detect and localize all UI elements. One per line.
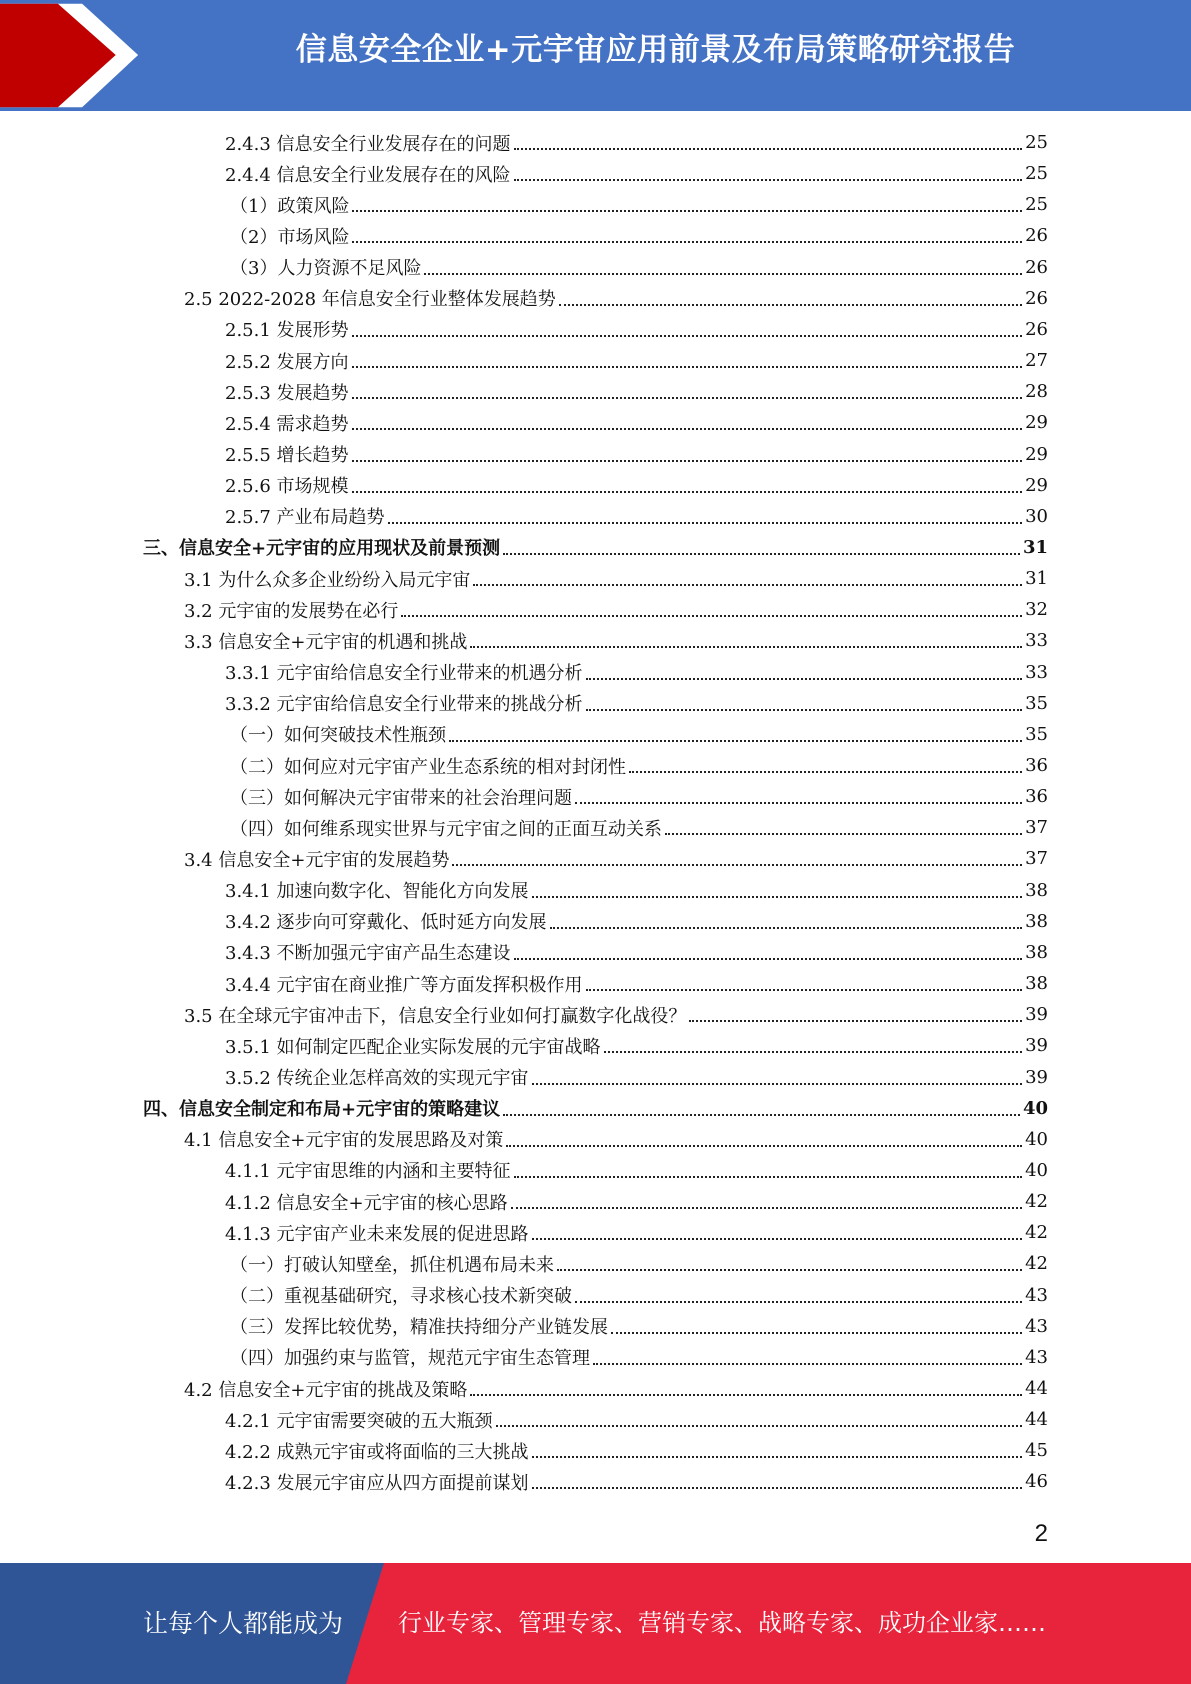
toc-entry[interactable] [225, 501, 1048, 532]
toc-entry[interactable] [230, 189, 1048, 220]
toc-dot-leader [532, 1486, 1023, 1489]
toc-dot-leader [586, 988, 1023, 991]
toc-entry[interactable] [143, 532, 1048, 563]
toc-entry-page: 44 [1025, 1378, 1048, 1399]
toc-dot-leader [593, 1362, 1022, 1365]
toc-dot-leader [449, 739, 1022, 742]
toc-entry-label: 4.2.3 发展元宇宙应从四方面提前谋划 [225, 1472, 529, 1494]
toc-entry-label: 3.4.3 不断加强元宇宙产品生态建设 [225, 943, 511, 965]
toc-entry-label: 3.2 元宇宙的发展势在必行 [184, 600, 399, 622]
toc-entry[interactable] [230, 1342, 1048, 1373]
toc-entry-label: 2.5.2 发展方向 [225, 351, 349, 373]
toc-entry[interactable] [225, 1186, 1048, 1217]
toc-entry[interactable] [225, 906, 1048, 937]
toc-dot-leader [388, 521, 1023, 524]
toc-dot-leader [352, 334, 1023, 337]
header-arrow-decoration [0, 0, 140, 111]
toc-entry-label: 2.4.4 信息安全行业发展存在的风险 [225, 164, 511, 186]
toc-entry-label: 3.3 信息安全+元宇宙的机遇和挑战 [184, 631, 468, 653]
toc-entry-page: 36 [1025, 755, 1048, 776]
toc-entry-label: （一）如何突破技术性瓶颈 [230, 725, 446, 747]
toc-entry[interactable] [225, 314, 1048, 345]
toc-entry-page: 40 [1025, 1128, 1048, 1150]
toc-entry[interactable] [184, 563, 1048, 594]
toc-entry[interactable] [225, 407, 1048, 438]
toc-entry-page: 45 [1025, 1440, 1048, 1462]
toc-dot-leader [514, 957, 1023, 960]
toc-entry[interactable] [143, 1093, 1048, 1124]
toc-dot-leader [424, 272, 1022, 275]
toc-dot-leader [575, 801, 1022, 804]
toc-entry-page: 40 [1025, 1159, 1048, 1181]
toc-entry-label: 4.2.2 成熟元宇宙或将面临的三大挑战 [225, 1441, 529, 1463]
toc-dot-leader [514, 1175, 1023, 1178]
toc-entry-page: 33 [1025, 630, 1048, 652]
toc-entry-page: 37 [1025, 848, 1048, 870]
toc-entry-label: 4.2 信息安全+元宇宙的挑战及策略 [184, 1379, 468, 1401]
toc-dot-leader [586, 708, 1023, 711]
toc-entry-label: 2.5.6 市场规模 [225, 476, 349, 498]
toc-entry[interactable] [225, 875, 1048, 906]
toc-entry[interactable] [230, 719, 1048, 750]
toc-entry[interactable] [230, 252, 1048, 283]
toc-entry-label: 3.5.1 如何制定匹配企业实际发展的元宇宙战略 [225, 1036, 601, 1058]
footer-slogan-right: 行业专家、管理专家、营销专家、战略专家、成功企业家…… [398, 1609, 1046, 1637]
toc-entry-label: （二）重视基础研究，寻求核心技术新突破 [230, 1286, 572, 1308]
toc-dot-leader [352, 396, 1023, 399]
toc-entry[interactable] [225, 376, 1048, 407]
toc-entry-page: 42 [1025, 1191, 1048, 1213]
toc-dot-leader [511, 1206, 1022, 1209]
toc-entry-label: 2.5.7 产业布局趋势 [225, 507, 385, 529]
toc-entry-label: 4.1.3 元宇宙产业未来发展的促进思路 [225, 1223, 529, 1245]
toc-entry[interactable] [225, 127, 1048, 158]
page-number: 2 [1034, 1520, 1048, 1547]
toc-entry-label: （2）市场风险 [230, 226, 350, 248]
toc-entry[interactable] [184, 594, 1048, 625]
toc-entry-page: 29 [1025, 474, 1048, 496]
toc-entry-label: 3.4.1 加速向数字化、智能化方向发展 [225, 881, 529, 903]
toc-entry-label: （1）政策风险 [230, 195, 350, 217]
toc-dot-leader [401, 614, 1022, 617]
report-title: 信息安全企业+元宇宙应用前景及布局策略研究报告 [295, 32, 1016, 68]
toc-entry-label: 3.3.2 元宇宙给信息安全行业带来的挑战分析 [225, 694, 583, 716]
toc-entry-page: 39 [1025, 1066, 1048, 1088]
toc-entry-label: （四）如何维系现实世界与元宇宙之间的正面互动关系 [230, 818, 662, 840]
toc-entry-label: 4.2.1 元宇宙需要突破的五大瓶颈 [225, 1410, 493, 1432]
toc-entry-page: 28 [1025, 381, 1048, 403]
toc-entry-label: 4.1 信息安全+元宇宙的发展思路及对策 [184, 1130, 504, 1152]
toc-entry-page: 37 [1025, 817, 1048, 839]
toc-entry[interactable] [184, 843, 1048, 874]
toc-entry-page: 46 [1025, 1471, 1048, 1493]
toc-entry[interactable] [230, 1311, 1048, 1342]
toc-entry-label: 4.1.2 信息安全+元宇宙的核心思路 [225, 1192, 508, 1214]
toc-dot-leader [352, 240, 1022, 243]
toc-entry[interactable] [230, 1248, 1048, 1279]
toc-dot-leader [352, 427, 1023, 430]
toc-entry-label: 2.4.3 信息安全行业发展存在的问题 [225, 133, 511, 155]
toc-entry-label: 2.5.1 发展形势 [225, 320, 349, 342]
toc-entry-page: 43 [1025, 1284, 1048, 1306]
toc-dot-leader [604, 1050, 1023, 1053]
toc-entry-page: 31 [1025, 568, 1048, 590]
toc-entry[interactable] [225, 1404, 1048, 1435]
toc-dot-leader [586, 677, 1023, 680]
toc-entry-label: 3.3.1 元宇宙给信息安全行业带来的机遇分析 [225, 663, 583, 685]
toc-entry-page: 25 [1025, 194, 1048, 216]
toc-entry-page: 36 [1025, 786, 1048, 808]
toc-entry[interactable] [230, 750, 1048, 781]
toc-entry[interactable] [225, 345, 1048, 376]
toc-dot-leader [532, 1082, 1023, 1085]
toc-dot-leader [514, 178, 1023, 181]
toc-entry[interactable] [225, 688, 1048, 719]
toc-entry-page: 39 [1025, 1004, 1048, 1026]
toc-entry-page: 42 [1025, 1222, 1048, 1244]
toc-entry-label: 2.5.4 需求趋势 [225, 413, 349, 435]
toc-entry-label: （三）发挥比较优势，精准扶持细分产业链发展 [230, 1317, 608, 1339]
toc-entry-page: 38 [1025, 973, 1048, 995]
toc-dot-leader [352, 490, 1023, 493]
toc-entry-label: 2.5.5 增长趋势 [225, 445, 349, 466]
toc-entry-label: （四）加强约束与监管，规范元宇宙生态管理 [230, 1348, 590, 1370]
toc-dot-leader [557, 1268, 1022, 1271]
toc-entry[interactable] [184, 625, 1048, 656]
toc-dot-leader [503, 1113, 1020, 1116]
toc-entry-label: 2.5.3 发展趋势 [225, 382, 349, 404]
toc-entry-page: 38 [1025, 941, 1048, 963]
footer-slogan-left: 让每个人都能成为 [143, 1609, 344, 1638]
toc-entry[interactable] [184, 999, 1048, 1030]
toc-entry-label: 4.1.1 元宇宙思维的内涵和主要特征 [225, 1161, 511, 1183]
toc-entry-page: 38 [1025, 910, 1048, 932]
toc-entry[interactable] [184, 1373, 1048, 1404]
toc-dot-leader [496, 1424, 1023, 1427]
toc-entry-page: 38 [1025, 879, 1048, 901]
page-footer [0, 1563, 1191, 1684]
toc-entry-label: 3.5 在全球元宇宙冲击下，信息安全行业如何打赢数字化战役？ [184, 1005, 687, 1027]
toc-entry-page: 42 [1025, 1253, 1048, 1275]
toc-entry-page: 33 [1025, 661, 1048, 683]
toc-entry[interactable] [225, 1062, 1048, 1093]
toc-dot-leader [532, 1455, 1023, 1458]
toc-entry[interactable] [225, 158, 1048, 189]
toc-dot-leader [452, 863, 1022, 866]
toc-dot-leader [506, 1144, 1022, 1147]
toc-dot-leader [550, 926, 1023, 929]
toc-entry-page: 35 [1025, 692, 1048, 714]
toc-dot-leader [629, 770, 1022, 773]
toc-entry-page: 26 [1025, 256, 1048, 278]
toc-entry-page: 43 [1025, 1346, 1048, 1368]
toc-entry[interactable] [230, 1280, 1048, 1311]
toc-entry-page: 31 [1022, 536, 1048, 558]
toc-dot-leader [352, 459, 1023, 462]
toc-dot-leader [575, 1300, 1022, 1303]
toc-entry-label: （三）如何解决元宇宙带来的社会治理问题 [230, 787, 572, 809]
toc-entry-page: 43 [1025, 1315, 1048, 1337]
toc-entry[interactable] [184, 283, 1048, 314]
toc-entry[interactable] [225, 1217, 1048, 1248]
toc-entry[interactable] [225, 1155, 1048, 1186]
toc-entry-label: 3.4 信息安全+元宇宙的发展趋势 [184, 849, 450, 871]
toc-dot-leader [559, 303, 1022, 306]
toc-entry-label: 四、信息安全制定和布局+元宇宙的策略建议 [143, 1099, 501, 1121]
toc-entry-label: 3.4.4 元宇宙在商业推广等方面发挥积极作用 [225, 974, 583, 996]
toc-entry-page: 29 [1025, 412, 1048, 434]
page-header [0, 0, 1191, 111]
toc-entry-page: 29 [1025, 443, 1048, 465]
toc-entry-page: 32 [1025, 599, 1048, 621]
toc-entry-page: 44 [1025, 1409, 1048, 1431]
toc-entry[interactable] [230, 812, 1048, 843]
toc-dot-leader [473, 583, 1022, 586]
toc-dot-leader [532, 895, 1023, 898]
toc-entry-page: 39 [1025, 1035, 1048, 1057]
toc-entry[interactable] [225, 937, 1048, 968]
toc-entry[interactable] [225, 968, 1048, 999]
toc-entry-page: 40 [1022, 1097, 1048, 1119]
toc-dot-leader [470, 1393, 1022, 1396]
toc-entry-page: 26 [1025, 287, 1048, 309]
toc-entry-page: 27 [1025, 350, 1048, 372]
toc-entry-label: 3.5.2 传统企业怎样高效的实现元宇宙 [225, 1068, 529, 1089]
toc-dot-leader [503, 552, 1020, 555]
toc-entry-label: 3.4.2 逐步向可穿戴化、低时延方向发展 [225, 912, 547, 934]
toc-entry-page: 25 [1025, 163, 1048, 185]
toc-entry-page: 26 [1025, 318, 1048, 340]
toc-dot-leader [352, 209, 1022, 212]
toc-dot-leader [532, 1237, 1023, 1240]
toc-dot-leader [665, 832, 1022, 835]
toc-entry-label: （一）打破认知壁垒，抓住机遇布局未来 [230, 1254, 554, 1276]
toc-entry-label: （二）如何应对元宇宙产业生态系统的相对封闭性 [230, 756, 626, 778]
toc-entry-page: 25 [1025, 132, 1048, 153]
toc-entry-page: 35 [1025, 723, 1048, 745]
toc-dot-leader [689, 1019, 1022, 1022]
toc-entry[interactable] [230, 220, 1048, 251]
toc-entry-label: （3）人力资源不足风险 [230, 258, 422, 280]
toc-dot-leader [470, 645, 1022, 648]
toc-entry[interactable] [225, 439, 1048, 470]
toc-entry[interactable] [225, 1435, 1048, 1466]
toc-entry-page: 26 [1025, 225, 1048, 247]
toc-dot-leader [514, 147, 1023, 150]
toc-entry[interactable] [230, 781, 1048, 812]
toc-entry-label: 三、信息安全+元宇宙的应用现状及前景预测 [143, 538, 501, 560]
toc-entry[interactable] [225, 470, 1048, 501]
toc-entry[interactable] [225, 1030, 1048, 1061]
toc-entry-label: 2.5 2022-2028 年信息安全行业整体发展趋势 [184, 289, 556, 311]
toc-entry-label: 3.1 为什么众多企业纷纷入局元宇宙 [184, 569, 471, 591]
toc-dot-leader [352, 365, 1023, 368]
toc-entry[interactable] [225, 657, 1048, 688]
toc-entry-page: 30 [1025, 505, 1048, 527]
toc-entry[interactable] [184, 1124, 1048, 1155]
toc-entry[interactable] [225, 1466, 1048, 1497]
toc-dot-leader [611, 1331, 1022, 1334]
